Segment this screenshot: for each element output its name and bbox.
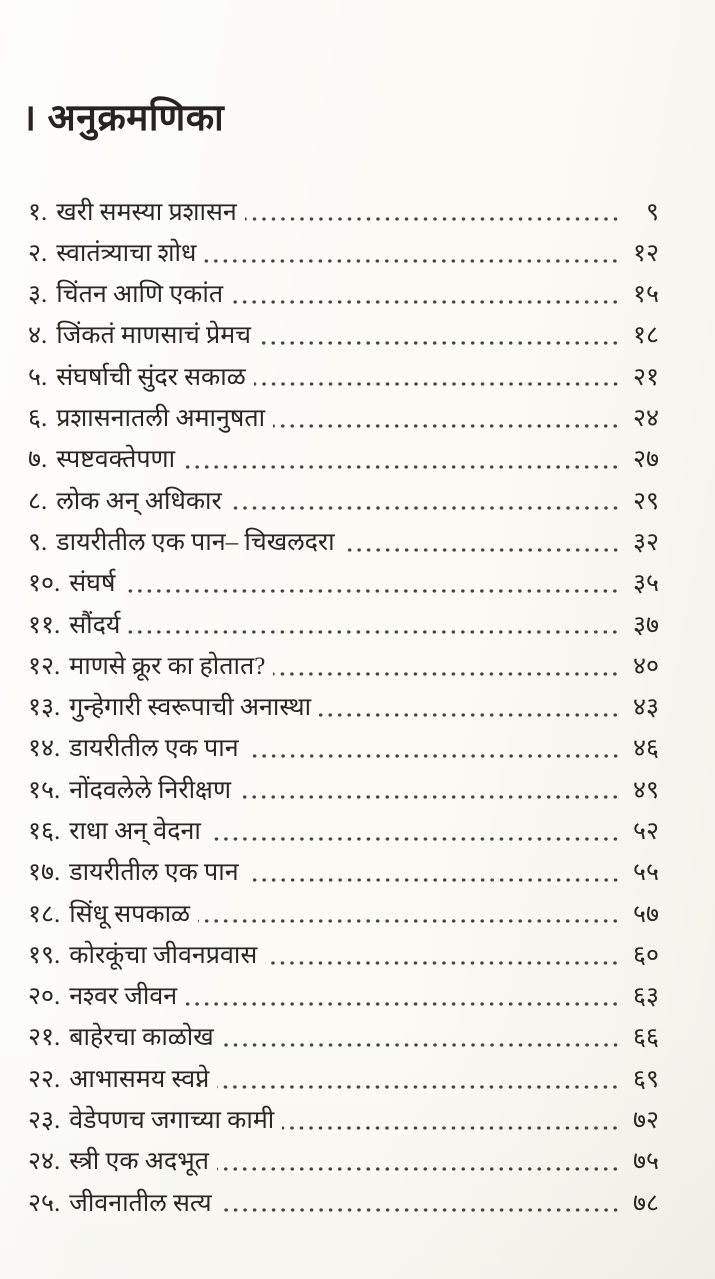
toc-entry-number: ११. [28,611,61,639]
toc-entry-number: २०. [28,983,61,1011]
toc-entry-title: सिंधू सपकाळ [69,900,191,928]
toc-entry-number: १२. [28,652,61,680]
toc-entry [28,888,659,929]
toc-entry [28,392,659,433]
toc-entry-title: डायरीतील एक पान [69,859,239,887]
toc-entry-title: कोरकूंचा जीवनप्रवास [69,941,258,969]
toc-entry-page: ९ [645,198,659,226]
toc-entry [28,805,659,846]
toc-entry [28,1095,659,1136]
toc-entry-number: ४. [28,322,48,350]
dot-leader-icon [185,1002,620,1006]
dot-leader-icon [230,506,620,510]
toc-entry-title: गुन्हेगारी स्वरूपाची अनास्था [69,694,312,722]
dot-leader-icon [198,919,620,923]
dot-leader-icon [209,837,620,841]
toc-entry-title: डायरीतील एक पान– चिखलदरा [56,528,335,556]
toc-entry-title: संघर्षाची सुंदर सकाळ [56,363,246,391]
dot-leader-icon [239,795,620,799]
toc-entry-title: राधा अन् वेदना [69,818,201,845]
toc-entry-title: चिंतन आणि एकांत [56,281,224,309]
toc-list [28,186,659,1218]
toc-entry [28,640,659,681]
toc-entry [28,764,659,805]
toc-entry-number: २२. [28,1065,61,1093]
toc-entry-title: डायरीतील एक पान [69,735,239,763]
toc-entry-number: ९. [28,528,48,556]
toc-entry [28,1177,659,1218]
toc-entry-page: ६६ [632,1024,659,1052]
toc-entry-page: ६३ [632,983,659,1011]
toc-entry-title: आभासमय स्वप्ने [69,1065,210,1093]
toc-entry-page: ५५ [632,859,659,887]
toc-entry-number: ५. [28,363,48,391]
toc-entry-number: २. [28,239,48,267]
dot-leader-icon [254,382,620,386]
toc-entry [28,1053,659,1094]
toc-entry-page: ४३ [632,694,659,722]
toc-entry-title: नोंदवलेले निरीक्षण [69,776,232,804]
toc-entry-title: संघर्ष [69,570,116,598]
toc-entry [28,310,659,351]
toc-entry [28,269,659,310]
toc-entry-title: प्रशासनातली अमानुषता [56,405,266,433]
toc-entry-number: १६. [28,818,61,845]
toc-entry-page: ४९ [632,776,659,804]
dot-leader-icon [259,341,620,345]
toc-entry-page: २९ [632,487,659,515]
toc-entry-number: २५. [28,1189,61,1217]
toc-entry-page: २४ [632,405,659,433]
toc-entry-title: वेडेपणच जगाच्या कामी [69,1107,275,1135]
dot-leader-icon [183,465,620,469]
toc-entry-number: ६. [28,405,48,433]
toc-entry-title: नश्वर जीवन [69,983,178,1011]
toc-entry-page: ३७ [632,611,659,639]
toc-entry-number: ७. [28,446,48,474]
toc-entry-number: ३. [28,281,48,309]
toc-entry-title: खरी समस्या प्रशासन [56,198,237,226]
toc-entry-title: लोक अन् अधिकार [56,487,222,515]
toc-entry-number: २४. [28,1148,61,1176]
dot-leader-icon [217,1085,620,1089]
toc-entry [28,351,659,392]
toc-entry-page: ७५ [632,1148,659,1176]
toc-entry-page: ३५ [632,570,659,598]
toc-entry [28,186,659,227]
toc-entry-title: स्पष्टवक्तेपणा [56,446,176,474]
toc-entry-number: १९. [28,941,61,969]
page-title [22,90,224,141]
toc-entry-page: २७ [632,446,659,474]
toc-entry-title: सौंदर्य [69,611,121,639]
title-text: अनुक्रमणिका [47,98,225,139]
toc-entry-number: १५. [28,776,61,804]
title-marker: । [22,98,37,139]
dot-leader-icon [247,878,620,882]
dot-leader-icon [247,754,620,758]
toc-entry [28,971,659,1012]
toc-entry [28,682,659,723]
dot-leader-icon [265,961,620,965]
toc-entry [28,558,659,599]
dot-leader-icon [222,1043,620,1047]
toc-entry-number: २१. [28,1024,61,1052]
toc-entry-page: ७२ [632,1107,659,1135]
dot-leader-icon [220,1208,620,1212]
toc-entry-page: ६० [632,941,659,969]
toc-entry-page: ४० [632,652,659,680]
dot-leader-icon [245,217,620,221]
toc-entry [28,434,659,475]
toc-entry-page: ५२ [632,818,659,845]
toc-entry [28,1012,659,1053]
toc-entry [28,475,659,516]
toc-entry-number: १३. [28,694,61,722]
dot-leader-icon [128,630,620,634]
toc-entry-title: स्त्री एक अदभूत [69,1148,209,1176]
toc-entry-page: ४६ [632,735,659,763]
toc-entry-page: १८ [632,322,659,350]
toc-entry-number: १८. [28,900,61,928]
toc-entry-number: ८. [28,487,48,515]
toc-entry-number: २३. [28,1107,61,1135]
toc-entry-title: जिंकतं माणसाचं प्रेमच [56,322,252,350]
toc-entry-page: ७८ [632,1189,659,1217]
dot-leader-icon [343,548,620,552]
dot-leader-icon [204,259,620,263]
toc-entry-title: माणसे क्रूर का होतात? [69,652,266,680]
toc-entry [28,1136,659,1177]
toc-entry-title: बाहेरचा काळोख [69,1024,214,1052]
toc-entry [28,929,659,970]
toc-entry [28,599,659,640]
dot-leader-icon [123,589,620,593]
toc-entry-number: १७. [28,859,61,887]
toc-entry [28,723,659,764]
toc-entry-number: १. [28,198,48,226]
toc-entry-page: ५७ [632,900,659,928]
toc-entry [28,847,659,888]
dot-leader-icon [273,424,620,428]
toc-entry [28,227,659,268]
toc-entry-number: १०. [28,570,61,598]
toc-entry-title: स्वातंत्र्याचा शोध [56,239,197,267]
toc-entry-page: १२ [632,239,659,267]
dot-leader-icon [217,1167,620,1171]
dot-leader-icon [319,713,620,717]
dot-leader-icon [282,1126,620,1130]
toc-entry-number: १४. [28,735,61,763]
toc-entry-page: ६९ [632,1065,659,1093]
toc-entry [28,516,659,557]
toc-entry-page: १५ [632,281,659,309]
dot-leader-icon [231,300,620,304]
toc-entry-title: जीवनातील सत्य [69,1189,212,1217]
dot-leader-icon [273,672,620,676]
toc-entry-page: २१ [632,363,659,391]
toc-entry-page: ३२ [632,528,659,556]
